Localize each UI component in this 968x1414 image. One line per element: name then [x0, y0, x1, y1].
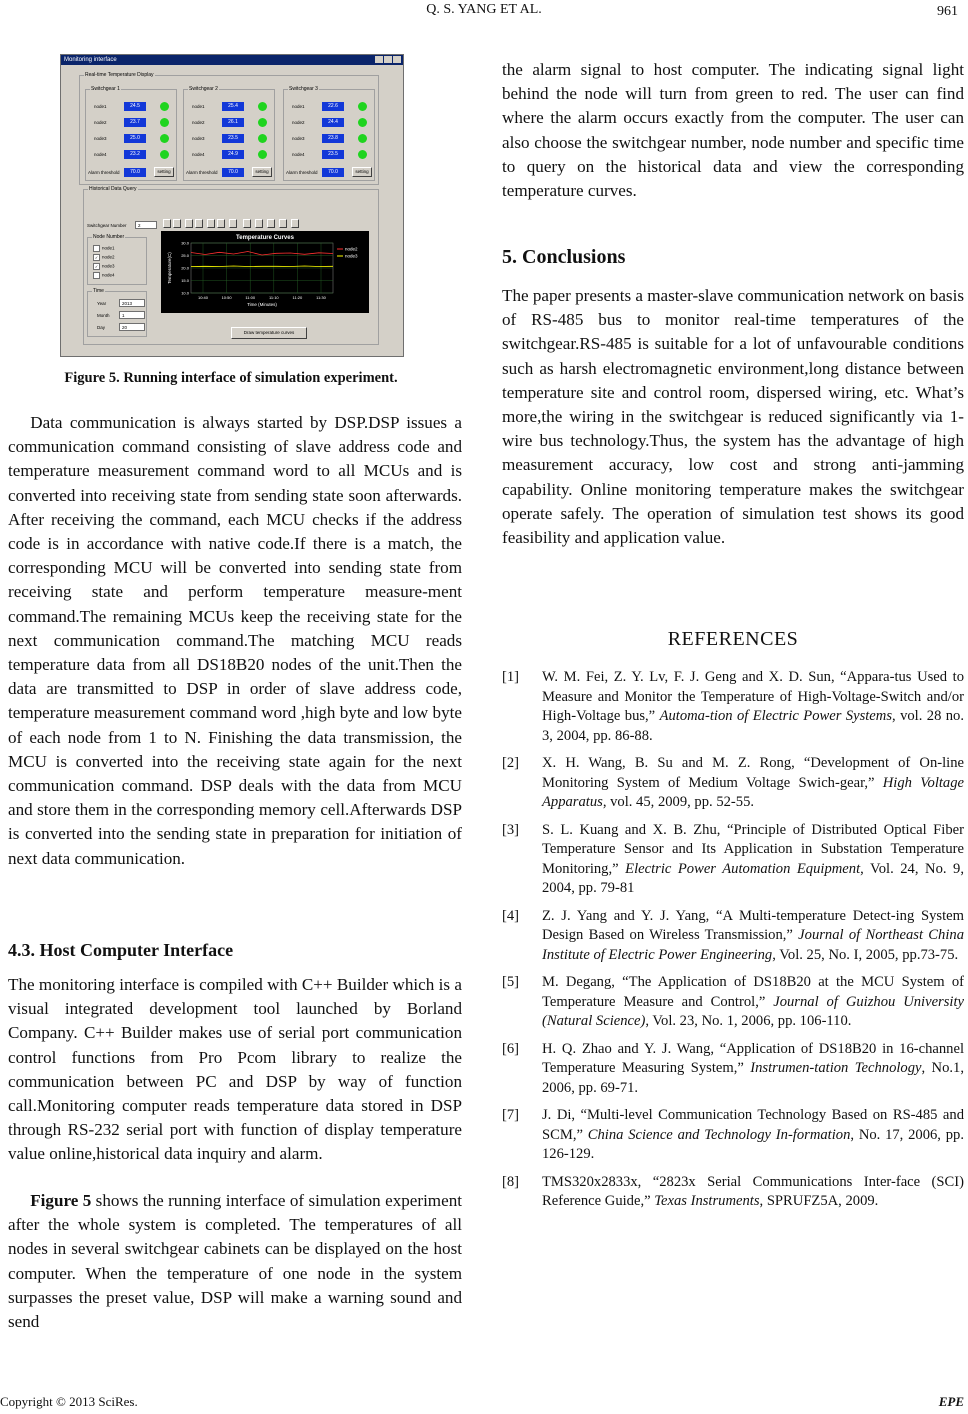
- node-row: [192, 150, 274, 160]
- node-temperature: 26.1: [222, 118, 244, 127]
- reference-number: [3]: [502, 821, 520, 838]
- threshold-row: [186, 168, 276, 178]
- month-select[interactable]: 1: [119, 311, 145, 319]
- node-temperature: 24.5: [124, 102, 146, 111]
- node-name: node2: [94, 120, 107, 125]
- node-row: [292, 134, 374, 144]
- status-led-icon: [258, 134, 267, 143]
- page-number: 961: [937, 4, 958, 19]
- reference-text: X. H. Wang, B. Su and M. Z. Rong, “Development of On-line Monitoring System of Medium Voltage Swich-gear,”: [542, 755, 964, 791]
- realtime-title: Real-time Temperature Display: [85, 72, 154, 78]
- right-paragraph-2: The paper presents a master-slave communication network on basis of RS-485 bus to monitor real-time temperatures of the switchgear.RS-485 is suitable for a lot of unfavourable conditions such as harsh electromagnetic environment,long distance between temperature site and control room, dispersed wiring, etc. What’s more,the wiring in the switchgear is reduced significantly via 1-wire bus technology.Thus, the system has the advantage of high measurement accuracy, low cost and strong anti-jamming capability. Online monitoring temperature makes the switchgear operate safely. The operation of simulation test shows its good feasibility and application value.: [502, 286, 964, 548]
- node-name: node4: [192, 152, 205, 157]
- window-controls: [374, 56, 401, 67]
- copyright: Copyright © 2013 SciRes.: [0, 1394, 138, 1409]
- reference-details: , No.1, 2006, pp. 69-71.: [542, 1060, 964, 1096]
- checkbox[interactable]: [93, 272, 100, 279]
- threshold-row: [88, 168, 178, 178]
- reference-text: TMS320x2833x, “2823x Serial Communications Inter-face (SCI) Reference Guide,”: [542, 1173, 964, 1209]
- status-led-icon: [258, 150, 267, 159]
- reference-text: W. M. Fei, Z. Y. Lv, F. J. Geng and X. D. Sun, “Appara-tus Used to Measure and Monitor the Temperature of High-Voltage-Switch and/or High-Voltage bus,”: [542, 669, 964, 724]
- left-paragraph-2: The monitoring interface is compiled with C++ Builder which is a visual integrated development tool launched by Borland Company. C++ Builder makes use of serial port communication control functions from Pro Pcom library to realize the communication between PC and DSP by way of function call.Monitoring computer reads temperature data stored in DSP through RS-232 serial port with function of display temperature value online,historical data inquiry and alarm.: [8, 975, 462, 1164]
- grid-icon[interactable]: [255, 219, 263, 228]
- paste-icon[interactable]: [279, 219, 287, 228]
- zoom-box-icon[interactable]: [195, 219, 203, 228]
- reference-item: [502, 668, 964, 746]
- node-name: node1: [292, 104, 305, 109]
- day-label: Day: [97, 325, 106, 330]
- references-list: [502, 668, 964, 1220]
- checkbox-label: node2: [102, 254, 115, 260]
- reference-journal: Journal of Guizhou University (Natural Science): [542, 993, 964, 1029]
- node-name: node3: [292, 136, 305, 141]
- switchgear-group: [183, 86, 275, 181]
- temperature-chart: [161, 231, 369, 313]
- node-row: [292, 102, 374, 112]
- checkbox-label: node1: [102, 245, 115, 251]
- section-4-3-heading: 4.3. Host Computer Interface: [8, 940, 234, 960]
- node-row: [292, 118, 374, 128]
- draw-curves-button[interactable]: Draw temperature curves: [231, 327, 307, 339]
- reference-item: [502, 821, 964, 899]
- x-tick-label: 11:10: [268, 295, 279, 300]
- time-label: Time: [93, 288, 104, 294]
- reference-journal: Instrumen-tation Technology: [750, 1060, 922, 1076]
- save-icon[interactable]: [291, 219, 299, 228]
- node-temperature: 25.4: [222, 102, 244, 111]
- node-row: [192, 134, 274, 144]
- reference-journal: High Voltage Apparatus: [542, 774, 964, 810]
- month-label: Month: [97, 313, 110, 318]
- pan-icon[interactable]: [185, 219, 193, 228]
- reference-item: [502, 907, 964, 966]
- figure-5-screenshot: [60, 54, 404, 357]
- legend-label: node3: [345, 253, 358, 259]
- reference-details: , No. 17, 2006, pp. 126-129.: [542, 1126, 964, 1162]
- checkbox[interactable]: ✓: [94, 264, 99, 269]
- reference-details: , vol. 45, 2009, pp. 52-55.: [602, 794, 755, 810]
- journal-abbr: EPE: [938, 1394, 964, 1409]
- reference-journal: Texas Instruments: [654, 1193, 760, 1209]
- y-axis-label: Temperature(C): [167, 252, 172, 284]
- reference-journal: China Science and Technology In-formation: [587, 1126, 851, 1143]
- figure-5-ref: Figure 5: [30, 1191, 92, 1210]
- node-name: node3: [94, 136, 107, 141]
- maximize-icon[interactable]: [384, 56, 392, 63]
- node-name: node1: [94, 104, 107, 109]
- window-titlebar: [61, 55, 403, 65]
- setting-button[interactable]: setting: [252, 167, 272, 177]
- threshold-label: Alarm threshold: [88, 170, 120, 175]
- reference-details: , Vol. 25, No. I, 2005, pp.73-75.: [772, 946, 959, 963]
- reference-number: [4]: [502, 907, 520, 924]
- blank-icon[interactable]: [243, 219, 251, 228]
- close-icon[interactable]: [393, 56, 401, 63]
- running-header: [0, 2, 968, 28]
- status-led-icon: [358, 102, 367, 111]
- x-tick-label: 10:40: [197, 295, 209, 300]
- switchgear-group: [283, 86, 375, 181]
- fit-icon[interactable]: [229, 219, 237, 228]
- y-tick-label: 25.0: [181, 253, 189, 258]
- reference-item: [502, 1106, 964, 1165]
- node-temperature: 24.9: [222, 150, 244, 159]
- x-tick-label: 11:30: [316, 295, 326, 300]
- x-tick-label: 10:50: [221, 295, 232, 300]
- reference-number: [7]: [502, 1107, 520, 1123]
- reference-details: , vol. 28 no. 3, 2004, pp. 86-88.: [542, 708, 965, 744]
- threshold-row: [286, 168, 376, 178]
- node-temperature: 23.8: [322, 134, 344, 143]
- x-tick-label: 11:20: [292, 295, 303, 300]
- node-row: [94, 118, 176, 128]
- left-paragraph-1: Data communication is always started by DSP.DSP issues a communication command consisting of slave address code and temperature measurement command word to all MCUs and is converted into receiving state from sending state soon afterwards. After receiving the command, each MCU checks if the address code is in accordance with native code.If there is a match, the corresponding MCU will be converted into sending state from receiving state and perform temperature measure-ment command.The remaining MCUs keep the receiving state for the next communication command.The matching MCU reads temperature data from all DS18B20 nodes of the unit.Then the data are transmitted to DSP in order of slave address code, temperature measurement command word ,high byte and low byte of each node from 1 to N. Finishing the data transmission, the MCU is converted into the receiving state again for the next communication command. DSP deals with the data from MCU and store them in the corresponding memory cell.Afterwards DSP is converted into the sending state in preparation for initiation of next data communication.: [8, 413, 462, 868]
- node-temperature: 23.2: [124, 150, 146, 159]
- reference-text: M. Degang, “The Application of DS18B20 at the MCU System of Temperature Measure and Control,”: [542, 974, 964, 1010]
- node-checkbox-row[interactable]: [93, 272, 115, 279]
- checkbox-label: node4: [102, 272, 115, 278]
- reference-journal: Automa-tion of Electric Power Systems: [659, 708, 893, 724]
- status-led-icon: [160, 118, 169, 127]
- reference-details: , SPRUFZ5A, 2009.: [759, 1193, 879, 1209]
- x-tick-label: 11:00: [245, 295, 256, 300]
- switchgear-group: [85, 86, 177, 181]
- node-row: [94, 134, 176, 144]
- switchgear-name: Switchgear 2: [189, 86, 218, 92]
- reference-text: Z. J. Yang and Y. J. Yang, “A Multi-temperature Detect-ing System Design Based on Wireless Transmission,”: [542, 907, 964, 943]
- year-label: Year: [97, 301, 107, 306]
- reference-journal: Electric Power Automation Equipment: [625, 860, 861, 877]
- checkbox[interactable]: ✓: [94, 255, 99, 260]
- node-temperature: 23.5: [322, 150, 344, 159]
- threshold-label: Alarm threshold: [286, 170, 318, 175]
- threshold-label: Alarm threshold: [186, 170, 218, 175]
- reference-number: [5]: [502, 974, 520, 990]
- node-name: node2: [292, 120, 305, 125]
- node-temperature: 25.0: [124, 134, 146, 143]
- window-title: Monitoring interface: [64, 57, 117, 63]
- node-temperature: 23.5: [222, 134, 244, 143]
- reference-details: , Vol. 23, No. 1, 2006, pp. 106-110.: [645, 1013, 852, 1029]
- left-paragraph-3-text: shows the running interface of simulation experiment after the whole system is completed. The temperatures of all nodes in several switchgear cabinets can be displayed on the host computer. When the temperature of one node in the system surpasses the preset value, DSP will make a warning sound and send: [8, 1191, 462, 1332]
- setting-button[interactable]: setting: [352, 167, 372, 177]
- status-led-icon: [258, 118, 267, 127]
- legend-label: node2: [345, 246, 358, 252]
- reference-item: [502, 1040, 964, 1099]
- y-tick-label: 15.0: [181, 278, 189, 283]
- node-name: node1: [192, 104, 205, 109]
- switchgear-name: Switchgear 3: [289, 86, 318, 92]
- y-tick-label: 10.0: [181, 290, 189, 296]
- reference-details: , Vol. 24, No. 9, 2004, pp. 79-81: [542, 860, 965, 896]
- reference-item: [502, 973, 964, 1032]
- node-row: [292, 150, 374, 160]
- chart-toolbar: [161, 219, 369, 229]
- node-row: [192, 102, 274, 112]
- play-icon[interactable]: [173, 219, 181, 228]
- reference-item: [502, 1173, 964, 1212]
- checkbox-label: node3: [102, 263, 115, 269]
- reference-item: [502, 754, 964, 813]
- node-temperature: 23.7: [124, 118, 146, 127]
- node-temperature: 24.4: [322, 118, 344, 127]
- node-number-label: Node Number: [93, 234, 125, 240]
- status-led-icon: [358, 134, 367, 143]
- threshold-value[interactable]: 70.0: [322, 168, 344, 177]
- node-row: [94, 150, 176, 160]
- pause-icon[interactable]: [163, 219, 171, 228]
- node-checkbox-row[interactable]: [93, 263, 115, 270]
- node-row: [94, 102, 176, 112]
- zoom-in-icon[interactable]: [207, 219, 215, 228]
- reference-number: [1]: [502, 669, 520, 685]
- left-paragraph-3: [8, 1189, 462, 1334]
- node-temperature: 22.6: [322, 102, 344, 111]
- header-authors: Q. S. YANG ET AL.: [426, 2, 542, 17]
- status-led-icon: [358, 118, 367, 127]
- reference-journal: Journal of Northeast China Institute of Electric Power Engineering: [542, 927, 964, 963]
- node-checkbox-row[interactable]: [93, 254, 115, 261]
- status-led-icon: [160, 150, 169, 159]
- references-heading: REFERENCES: [667, 628, 799, 650]
- reference-number: [8]: [502, 1173, 520, 1190]
- figure-caption: Figure 5. Running interface of simulation experiment.: [64, 370, 398, 386]
- threshold-value[interactable]: 70.0: [222, 168, 244, 177]
- node-name: node3: [192, 136, 205, 141]
- status-led-icon: [160, 134, 169, 143]
- history-title: Historical Data Query: [89, 186, 137, 192]
- reference-text: S. L. Kuang and X. B. Zhu, “Principle of Distributed Optical Fiber Temperature Sensor and Its Application in Substation Temperature Monitoring,”: [542, 821, 964, 877]
- conclusions-heading: 5. Conclusions: [502, 246, 626, 268]
- node-checkbox-row[interactable]: [93, 245, 115, 252]
- x-axis-label: Time (Minutes): [247, 302, 277, 307]
- y-tick-label: 20.0: [181, 265, 189, 271]
- reference-number: [2]: [502, 755, 520, 771]
- day-select[interactable]: 20: [119, 323, 145, 331]
- series-line-node3: [191, 266, 333, 267]
- status-led-icon: [358, 150, 367, 159]
- minimize-icon[interactable]: [375, 56, 383, 63]
- checkbox[interactable]: [93, 245, 100, 252]
- threshold-value[interactable]: 70.0: [124, 168, 146, 177]
- reference-text: H. Q. Zhao and Y. J. Wang, “Application of DS18B20 in 16-channel Temperature Measuring System,”: [542, 1040, 964, 1076]
- switchgear-number-label: Switchgear Number: [87, 223, 127, 228]
- y-tick-label: 30.0: [181, 240, 189, 246]
- node-name: node4: [292, 152, 305, 157]
- node-name: node2: [192, 120, 205, 125]
- status-led-icon: [258, 102, 267, 111]
- year-select[interactable]: 2013: [119, 299, 145, 307]
- reference-text: J. Di, “Multi-level Communication Technology Based on RS-485 and SCM,”: [542, 1107, 964, 1143]
- right-paragraph-1: the alarm signal to host computer. The indicating signal light behind the node will turn from green to red. The user can find where the alarm occurs exactly from the computer. The user can also choose the switchgear number, node number and specific time to query on the historical data and view the corresponding temperature curves.: [502, 60, 964, 201]
- reference-number: [6]: [502, 1040, 520, 1057]
- zoom-out-icon[interactable]: [217, 219, 225, 228]
- chart-title: Temperature Curves: [236, 235, 294, 241]
- status-led-icon: [160, 102, 169, 111]
- switchgear-number-select[interactable]: 2: [135, 221, 157, 229]
- setting-button[interactable]: setting: [154, 167, 174, 177]
- node-name: node4: [94, 152, 107, 157]
- node-row: [192, 118, 274, 128]
- copy-icon[interactable]: [267, 219, 275, 228]
- switchgear-name: Switchgear 1: [91, 86, 120, 92]
